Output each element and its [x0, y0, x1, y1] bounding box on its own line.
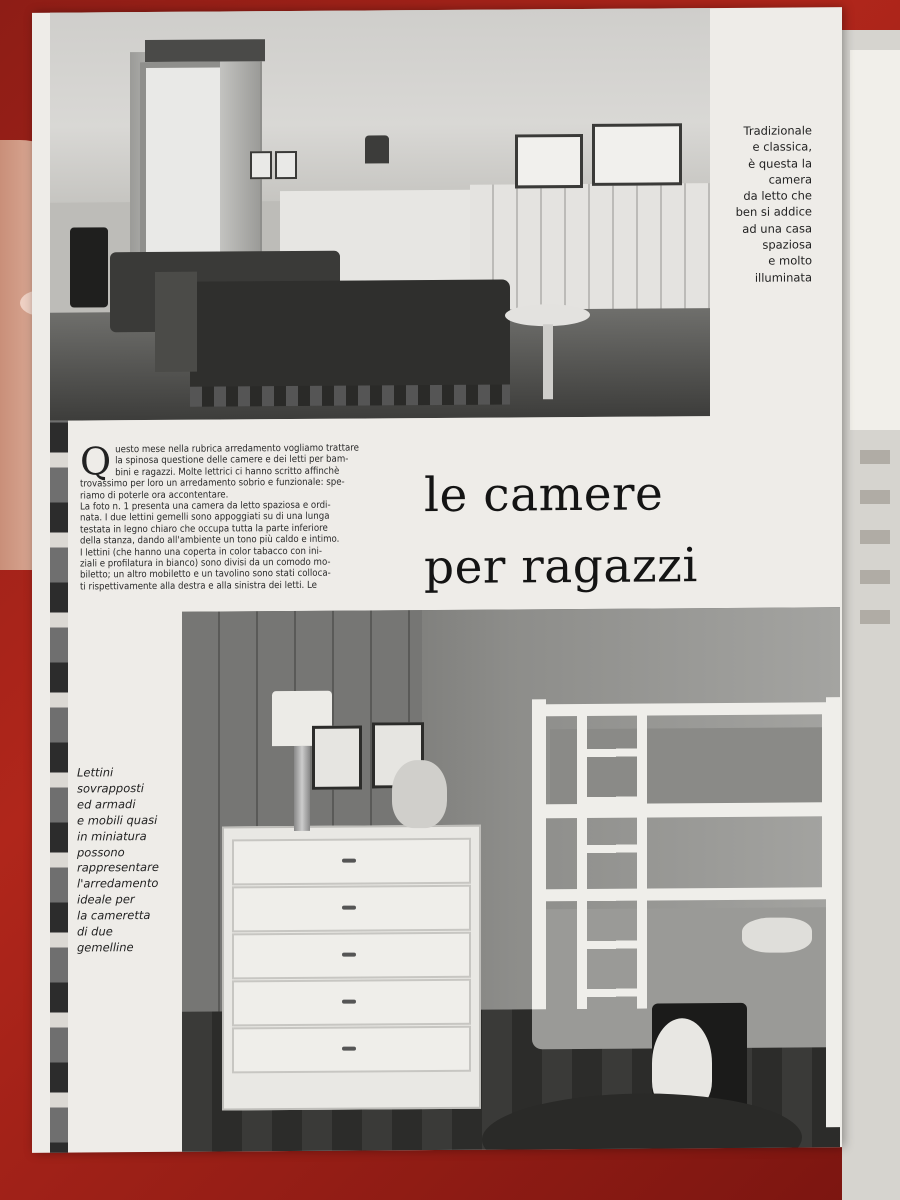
next-page-pattern: [860, 450, 890, 650]
caption-line: e classica,: [752, 139, 812, 155]
caption-line: ad una casa: [742, 221, 812, 236]
article-line: uesto mese nella rubrica arredamento vogliamo trattare: [115, 442, 359, 456]
headline-line-1: le camere: [424, 466, 664, 524]
magazine-page: [32, 7, 842, 1153]
chair-plaid: [155, 272, 197, 372]
article-text: [80, 439, 420, 593]
drop-cap: Q: [80, 439, 112, 484]
next-page-edge: [842, 30, 900, 1200]
drawer-handle: [342, 953, 356, 957]
drawer-handle: [342, 906, 356, 910]
caption-line: ideale per: [77, 892, 135, 907]
headline: [424, 457, 834, 604]
headline-line-2: per ragazzi: [424, 538, 698, 596]
drawer-handle: [342, 1047, 356, 1051]
article-line: ti rispettivamente alla destra e alla sinistra dei letti. Le: [80, 579, 317, 593]
article-line: riamo di poterle ora accontentare.: [80, 489, 229, 502]
bunk-ladder: [577, 709, 647, 1009]
caption-line: la cameretta: [77, 908, 151, 923]
caption-line: possono: [77, 844, 125, 860]
photo-bedroom-twin-beds: [50, 8, 710, 421]
caption-line: Lettini: [77, 765, 114, 780]
plush-toy: [742, 917, 812, 952]
lamp-base: [294, 746, 310, 831]
bunk-slats: [822, 712, 840, 892]
article-line: biletto; un altro mobiletto e un tavolino sono stati colloca-: [80, 568, 331, 581]
article-line: trovassimo per loro un arredamento sobrio e funzionale: spe-: [80, 476, 345, 490]
drawer-handle: [342, 859, 356, 863]
bed-ruffle: [190, 384, 510, 406]
article-lines: [80, 439, 420, 593]
table-leg: [543, 324, 553, 399]
caption-line: ed armadi: [77, 796, 136, 812]
caption-line: Tradizionale: [743, 123, 812, 138]
small-picture-2: [275, 151, 297, 179]
caption-line: e molto: [768, 253, 812, 269]
cuckoo-clock: [365, 135, 389, 163]
caption-line: camera: [768, 172, 812, 187]
ship-picture-1: [515, 134, 583, 188]
caption-line: da letto che: [743, 188, 812, 204]
article-line: la spinosa questione delle camere e dei letti per bam-: [115, 454, 349, 467]
caption-line: rappresentare: [77, 860, 159, 875]
article-line: testata in legno chiaro che occupa tutta la parte inferiore: [80, 522, 328, 536]
caption-line: gemelline: [77, 940, 134, 955]
caption-line: sovrapposti: [77, 780, 144, 796]
article-line: della stanza, dando all'ambiente un tono più caldo e intimo.: [80, 533, 340, 547]
article-line: nata. I due lettini gemelli sono appoggiati su di una lunga: [80, 511, 330, 524]
caption-line: in miniatura: [77, 828, 147, 844]
article-line: La foto n. 1 presenta una camera da letto spaziosa e ordi-: [80, 499, 331, 513]
caption-line: è questa la: [748, 155, 812, 171]
teddy-bear: [392, 760, 447, 828]
article-line: bini e ragazzi. Molte lettrici ci hanno scritto affinchè: [115, 465, 340, 479]
ship-picture-2: [592, 123, 682, 186]
caption-line: e mobili quasi: [77, 812, 158, 828]
article-line: ziali e profilatura in bianco) sono divisi da un comodo mo-: [80, 556, 331, 570]
caption-top: [712, 122, 812, 286]
caption-line: l'arredamento: [77, 876, 159, 891]
framed-picture-1: [312, 726, 362, 790]
curtain-valance: [145, 39, 265, 62]
caption-bottom: [77, 765, 177, 957]
caption-line: illuminata: [754, 270, 812, 285]
bunk-post: [532, 699, 546, 1009]
caption-line: di due: [77, 924, 113, 939]
next-page-strip: [850, 50, 900, 430]
photo-bunk-beds-room: [182, 607, 840, 1152]
caption-line: spaziosa: [762, 237, 812, 252]
drawer-handle: [342, 1000, 356, 1004]
chair-dark: [70, 227, 108, 307]
article-line: I lettini (che hanno una coperta in color tabacco con ini-: [80, 545, 323, 559]
caption-line: ben si addice: [735, 204, 812, 220]
small-picture-1: [250, 151, 272, 179]
